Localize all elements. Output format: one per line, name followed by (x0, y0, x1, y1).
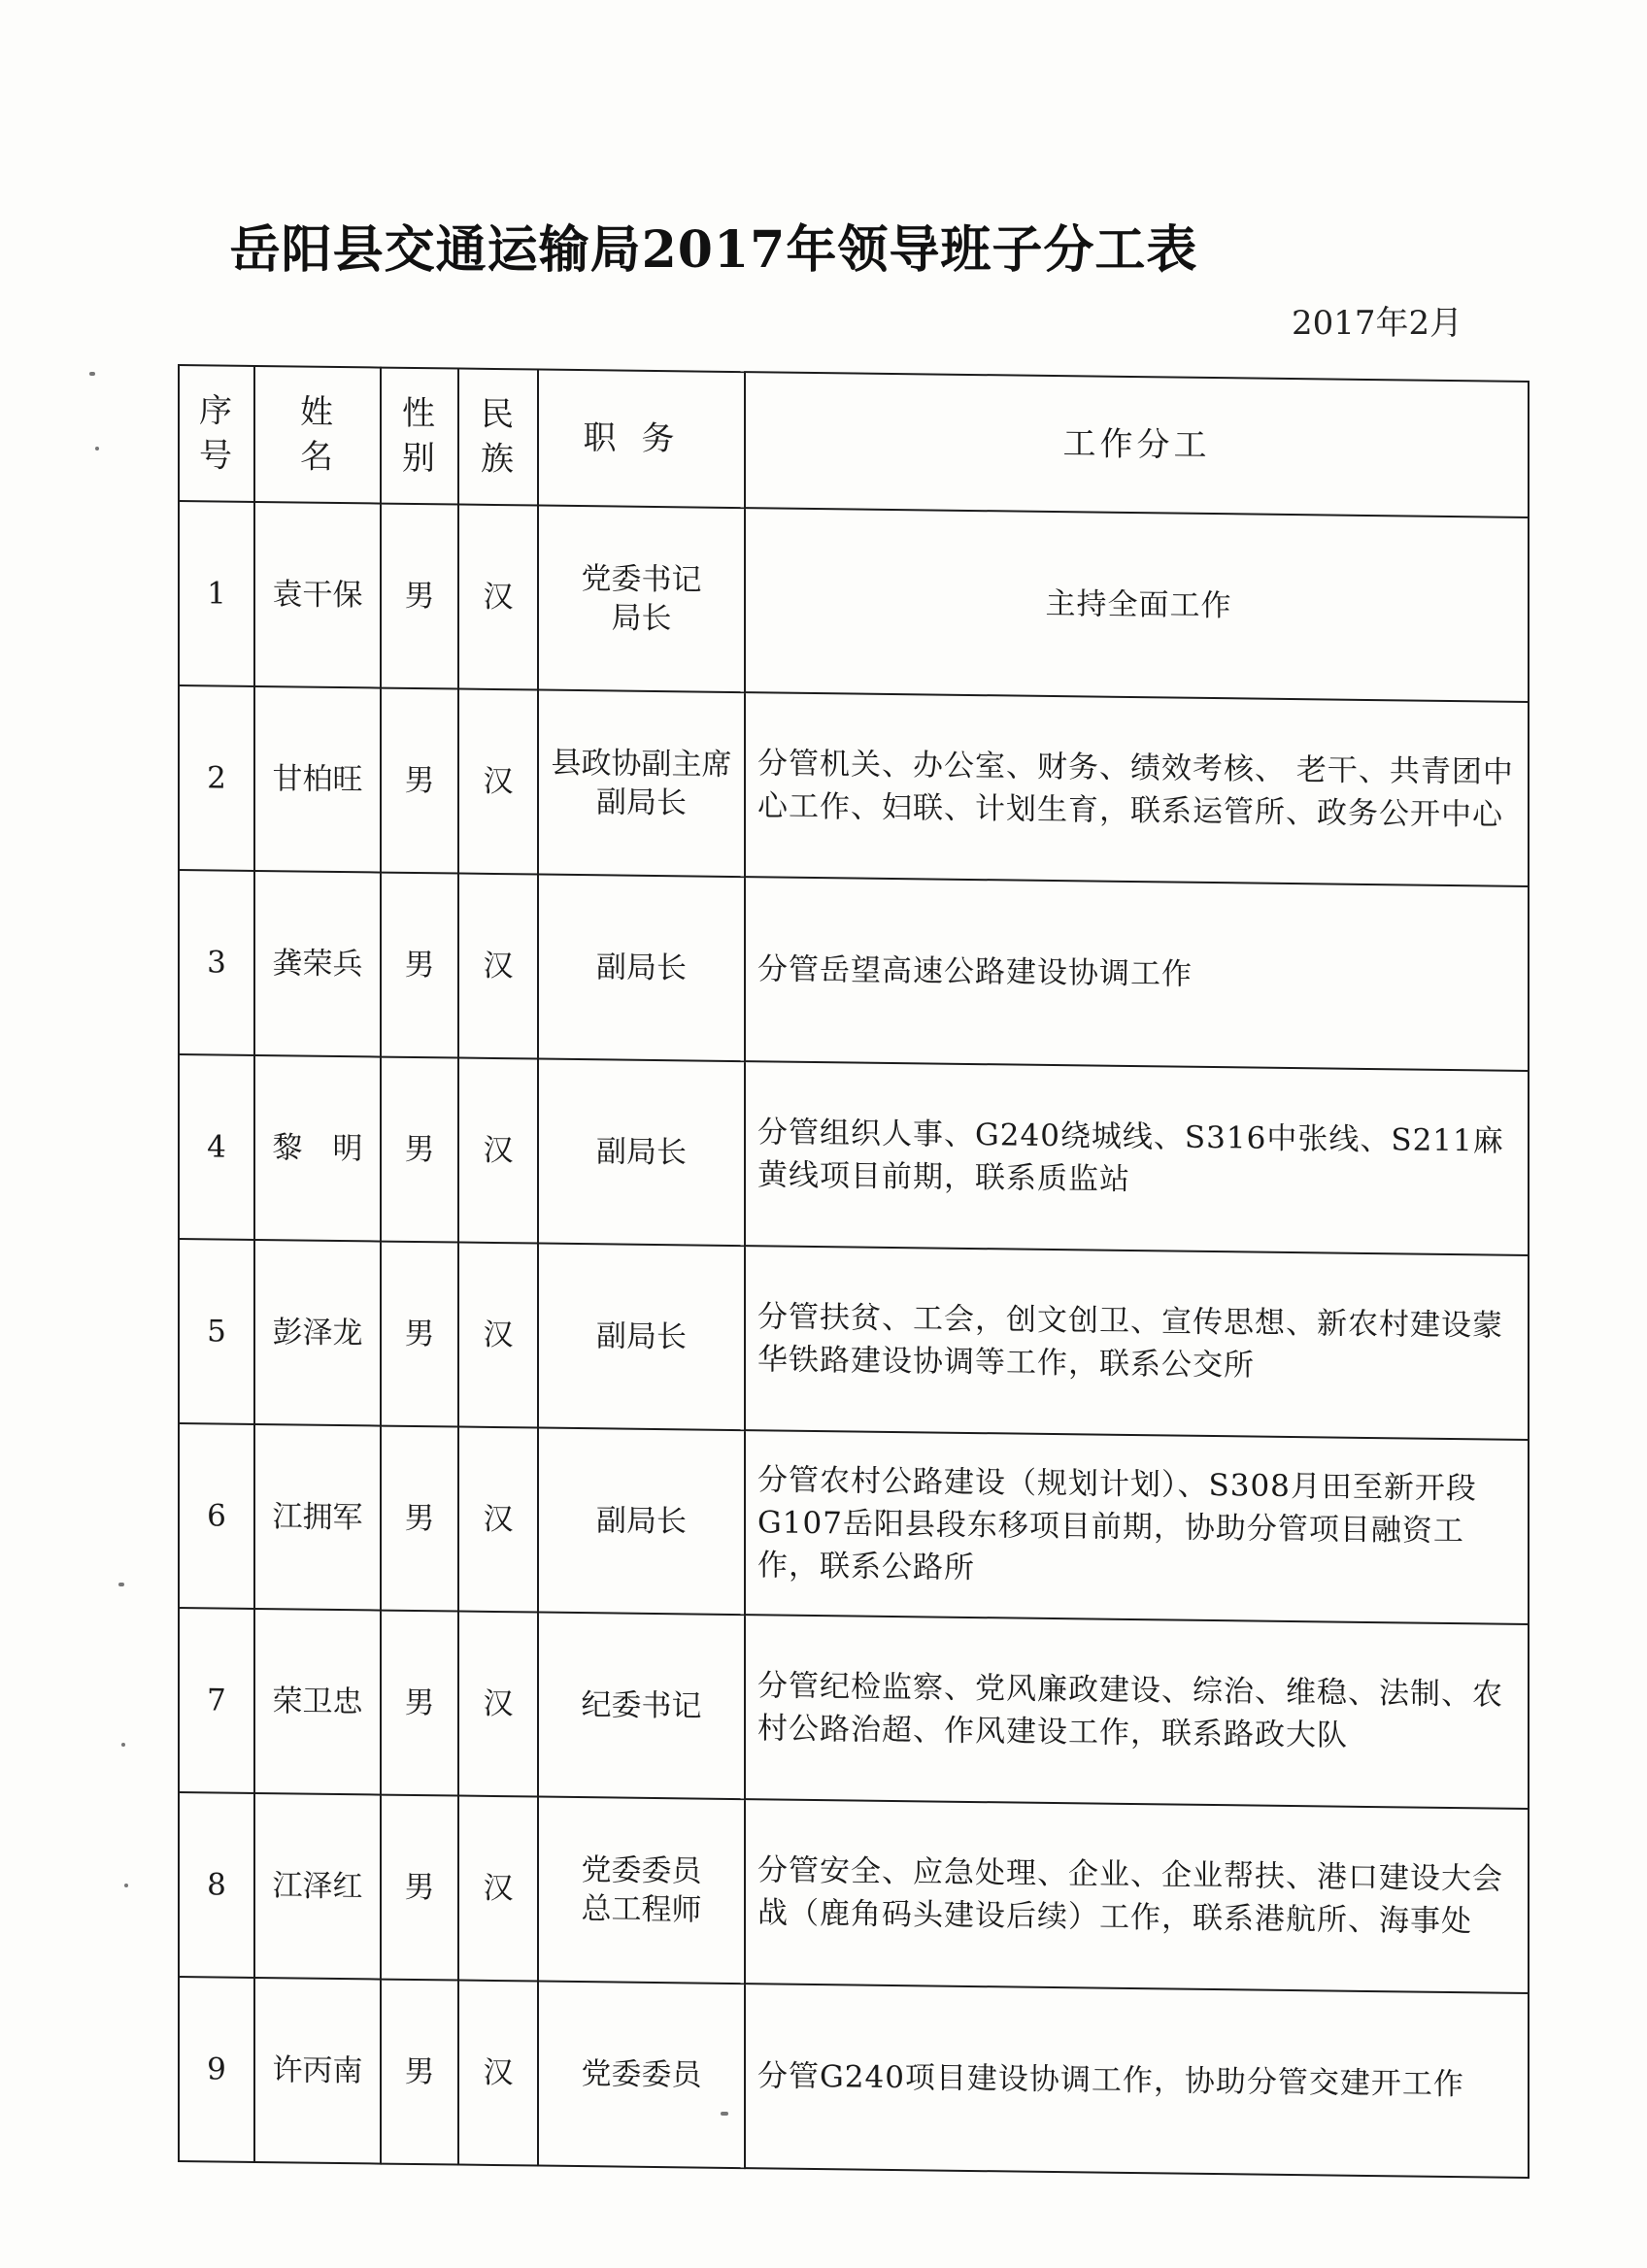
cell-no: 5 (179, 1239, 254, 1424)
cell-name: 甘柏旺 (254, 686, 381, 873)
cell-duty: 分管安全、应急处理、企业、企业帮扶、港口建设大会战（鹿角码头建设后续）工作，联系港航所、海事处 (745, 1799, 1529, 1993)
cell-duty: 分管纪检监察、党风廉政建设、综治、维稳、法制、农村公路治超、作风建设工作，联系路政大队 (745, 1615, 1529, 1809)
table-row (179, 870, 1529, 1071)
cell-ethnicity: 汉 (458, 689, 538, 875)
cell-position (538, 1428, 745, 1616)
scan-speck (118, 1583, 124, 1586)
table-header-row (179, 365, 1529, 517)
position-line: 总工程师 (581, 1891, 702, 1928)
position-line: 党委委员 (581, 2056, 702, 2093)
cell-no: 3 (179, 870, 254, 1055)
position-line: 纪委书记 (581, 1687, 702, 1724)
position-line: 副局长 (596, 1318, 687, 1355)
scan-speck (89, 372, 95, 376)
table-row (179, 501, 1529, 702)
cell-no: 1 (179, 501, 254, 686)
cell-name: 许丙南 (254, 1978, 381, 2164)
cell-no: 9 (179, 1977, 254, 2162)
cell-name: 荣卫忠 (254, 1609, 381, 1795)
cell-duty: 主持全面工作 (745, 508, 1529, 702)
cell-gender: 男 (381, 1057, 458, 1243)
cell-ethnicity: 汉 (458, 505, 538, 690)
cell-no: 6 (179, 1423, 254, 1609)
cell-name: 江拥军 (254, 1424, 381, 1611)
table-row (179, 1423, 1529, 1624)
position-line: 副局长 (596, 784, 687, 821)
cell-duty: 分管G240项目建设协调工作，协助分管交建开工作 (745, 1984, 1529, 2178)
cell-name: 江泽红 (254, 1793, 381, 1980)
cell-position (538, 690, 745, 878)
scan-speck (121, 1743, 125, 1747)
cell-position (538, 1059, 745, 1247)
position-line: 县政协副主席 (551, 745, 732, 783)
scan-speck (95, 447, 99, 450)
cell-gender: 男 (381, 1242, 458, 1427)
cell-duty: 分管组织人事、G240绕城线、S316中张线、S211麻黄线项目前期，联系质监站 (745, 1061, 1529, 1255)
cell-ethnicity: 汉 (458, 1796, 538, 1982)
table-body (179, 501, 1529, 2178)
cell-duty: 分管农村公路建设（规划计划）、S308月田至新开段G107岳阳县段东移项目前期，协助分管项目融资工作，联系公路所 (745, 1430, 1529, 1624)
cell-gender: 男 (381, 873, 458, 1058)
position-line: 副局长 (596, 1503, 687, 1540)
document-title: 岳阳县交通运输局2017年领导班子分工表 (229, 220, 1198, 280)
cell-position (538, 875, 745, 1062)
document-date: 2017年2月 (1292, 304, 1463, 343)
cell-gender: 男 (381, 504, 458, 689)
cell-duty: 分管机关、办公室、财务、绩效考核、 老干、共青团中心工作、妇联、计划生育，联系运管所、政务公开中心 (745, 692, 1529, 886)
header-duty: 工作分工 (745, 372, 1529, 517)
header-position: 职务 (538, 370, 745, 509)
cell-position (538, 1244, 745, 1431)
cell-position (538, 1797, 745, 1984)
position-line: 党委委员 (581, 1852, 702, 1889)
cell-duty: 分管岳望高速公路建设协调工作 (745, 877, 1529, 1071)
leadership-table-wrapper (178, 364, 1528, 2179)
table-row (179, 1239, 1529, 1440)
cell-no: 7 (179, 1608, 254, 1793)
cell-gender: 男 (381, 688, 458, 874)
table-row (179, 1608, 1529, 1809)
cell-position (538, 506, 745, 693)
scan-speck (124, 1884, 128, 1887)
cell-no: 8 (179, 1792, 254, 1978)
cell-gender: 男 (381, 1980, 458, 2165)
table-row (179, 685, 1529, 886)
cell-gender: 男 (381, 1795, 458, 1981)
cell-gender: 男 (381, 1426, 458, 1612)
cell-gender: 男 (381, 1611, 458, 1796)
header-no: 序 号 (179, 365, 254, 502)
cell-position (538, 1613, 745, 1800)
cell-position (538, 1982, 745, 2169)
cell-name: 龚荣兵 (254, 871, 381, 1057)
cell-name: 彭泽龙 (254, 1240, 381, 1426)
cell-no: 2 (179, 685, 254, 871)
cell-ethnicity: 汉 (458, 1058, 538, 1244)
cell-duty: 分管扶贫、工会，创文创卫、宣传思想、新农村建设蒙华铁路建设协调等工作，联系公交所 (745, 1246, 1529, 1440)
cell-ethnicity: 汉 (458, 1427, 538, 1613)
header-name: 姓 名 (254, 366, 381, 504)
cell-name: 黎 明 (254, 1055, 381, 1242)
cell-ethnicity: 汉 (458, 874, 538, 1059)
cell-ethnicity: 汉 (458, 1612, 538, 1797)
position-line: 局长 (611, 600, 672, 637)
position-line: 副局长 (596, 1134, 687, 1171)
header-ethnicity: 民 族 (458, 369, 538, 506)
table-row (179, 1792, 1529, 1993)
cell-no: 4 (179, 1054, 254, 1240)
table-row (179, 1977, 1529, 2178)
cell-name: 袁干保 (254, 502, 381, 688)
cell-ethnicity: 汉 (458, 1981, 538, 2166)
table-row (179, 1054, 1529, 1255)
position-line: 副局长 (596, 950, 687, 986)
position-line: 党委书记 (581, 561, 702, 598)
header-gender: 性 别 (381, 368, 458, 505)
cell-ethnicity: 汉 (458, 1243, 538, 1428)
scan-speck (721, 2112, 728, 2116)
leadership-duty-table (178, 364, 1529, 2179)
